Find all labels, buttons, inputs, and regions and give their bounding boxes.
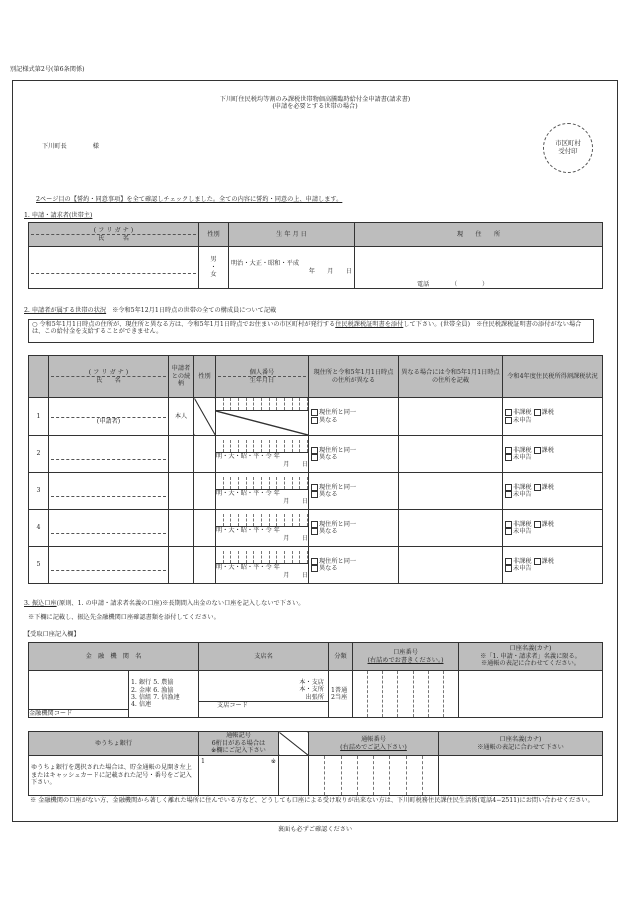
table-row: 5 明・大・昭・平・令 年 月 日 現住所と同一 異なる 非課税 課税 未申告 — [29, 547, 603, 584]
member-name-cell[interactable]: (申請者) — [49, 398, 169, 436]
table-row: 3 明・大・昭・平・令 年 月 日 現住所と同一 異なる 非課税 課税 未申告 — [29, 473, 603, 510]
title-line-1: 下川町住民税均等割のみ課税世帯物価高騰臨時給付金申請書(請求書) — [219, 96, 411, 103]
relation-cell: 本人 — [169, 398, 194, 436]
furigana-header: ( フ リ ガ ナ ) 氏 名 — [29, 223, 199, 247]
yucho-holder-header: 口座名義(カナ) ※通帳の表記に合わせて下さい — [439, 732, 603, 756]
yucho-header: ゆうちょ銀行 — [29, 732, 199, 756]
birth-header: 生 年 月 日 — [229, 223, 355, 247]
passbook-sym-cell[interactable]: 1 ※ — [199, 756, 279, 796]
branch-code-label: 支店コード — [199, 701, 328, 709]
section3-heading: 3. 振込口座(原則、1. の申請・請求者名義の口座)※長期間入出金のない口座を記入しないで下さい。 — [24, 600, 305, 607]
holder-header: 口座名義(カナ) ※「1. 申請・請求者」名義に限る。 ※通帳の表記に合わせてください。 — [459, 643, 603, 671]
type-header: 分類 — [329, 643, 353, 671]
bank-code-label: 金融機関コード — [29, 709, 128, 717]
gender-options[interactable]: 男 ・ 女 — [199, 247, 229, 289]
bank-name-header: 金 融 機 関 名 — [29, 643, 199, 671]
applicant-table — [28, 222, 603, 289]
tax-cert-notice: ○ 令和5年1月1日時点の住所が、現住所と異なる方は、令和5年1月1日時点でお住まいの市区町村が発行する住民税課税証明書を添付して下さい。(世帯全員) ※住民税課税証明書の添付がない場合は、この給付金を支給することができません。 — [28, 319, 594, 343]
id-birth-header: 個人番号 生年月日 — [216, 356, 309, 398]
yucho-note: ゆうちょ銀行を選択された場合は、貯金通帳の見開き左上またはキャッシュカードに記載された記号・番号をご記入下さい。 — [29, 756, 199, 796]
address-header: 現 住 所 — [355, 223, 603, 247]
address-cell[interactable]: 電話 （ ） — [355, 247, 603, 289]
form-id: 別記様式第2号(第6条関係) — [10, 66, 85, 73]
section3-note: ※下欄に記載し、振込先金融機関口座確認書類を添付してください。 — [28, 614, 220, 621]
addr-same-header: 現住所と令和5年1月1日時点の住所が異なる — [309, 356, 399, 398]
branch-cell[interactable]: 本・支店 本・支所 出張所 支店コード — [199, 671, 329, 718]
acct-no-cell[interactable] — [353, 671, 459, 718]
yucho-table — [28, 731, 603, 796]
addr-diff-header: 異なる場合には令和5年1月1日時点の住所を記載 — [399, 356, 503, 398]
addr-check-cell[interactable]: 現住所と同一 異なる — [309, 398, 399, 436]
bank-name-cell[interactable] — [29, 671, 129, 718]
passbook-no-cell[interactable] — [309, 756, 439, 796]
section2-heading: 2. 申請者が属する世帯の状況 ※令和5年12月1日時点の世帯の全ての構成員について記載 — [24, 307, 277, 314]
bank-account-table — [28, 642, 603, 718]
bank-type-options[interactable]: 1. 銀行 5. 農協 2. 金庫 6. 漁協 3. 信組 7. 信漁連 4. 信連 — [129, 671, 199, 718]
form-title — [150, 96, 480, 111]
acct-type-options[interactable]: 1普通 2当座 — [329, 671, 353, 718]
tax-status-header: 令和4年度住民税所得割課税状況 — [503, 356, 603, 398]
tax-check-cell[interactable]: 非課税 課税 未申告 — [503, 398, 603, 436]
title-line-2: (申請を必要とする世帯の場合) — [272, 103, 358, 111]
household-name-header: ( フ リ ガ ナ ) 氏 名 — [49, 356, 169, 398]
account-box-title: 【受取口座記入欄】 — [24, 631, 80, 638]
passbook-sym-header: 通帳記号 6桁目がある場合は ※欄にご記入下さい — [199, 732, 279, 756]
table-row: 1 (申請者) 本人 現住所と同一 異なる 非課税 課税 未申告 — [29, 398, 603, 436]
back-note: 裏面も必ずご確認ください — [277, 826, 353, 833]
addressee: 下川町長 様 — [42, 143, 99, 150]
holder-cell[interactable] — [459, 671, 603, 718]
acct-no-header: 口座番号 (右詰めでお書きください。) — [353, 643, 459, 671]
household-table — [28, 355, 603, 584]
section1-heading: 1. 申請・請求者(世帯主) — [24, 212, 93, 219]
passbook-no-header: 通帳番号 (右詰めでご記入下さい) — [309, 732, 439, 756]
table-row: 2 明・大・昭・平・令 年 月 日 現住所と同一 異なる 非課税 課税 未申告 — [29, 436, 603, 473]
relation-header: 申請者との続柄 — [169, 356, 194, 398]
applicant-name-cell[interactable] — [29, 247, 199, 289]
gender-header: 性別 — [199, 223, 229, 247]
branch-header: 支店名 — [199, 643, 329, 671]
household-gender-header: 性別 — [194, 356, 216, 398]
confirm-text: 2ページ目の【誓約・同意事項】を全て確認しチェックしました。全ての内容に誓約・同意の上、申請します。 — [36, 196, 343, 203]
yucho-holder-cell[interactable] — [439, 756, 603, 796]
birthdate-cell[interactable]: 明治・大正・昭和・平成 年 月 日 — [229, 247, 355, 289]
reception-stamp: 市区町村 受付印 — [543, 123, 593, 173]
table-row: 4 明・大・昭・平・令 年 月 日 現住所と同一 異なる 非課税 課税 未申告 — [29, 510, 603, 547]
footer-note: ※ 金融機関の口座がない方、金融機関から著しく離れた場所に住んでいる方など、どうしても口座による受け取りが出来ない方は、下川町税務住民課住民生活係(電話4−2511)にお問い合わせください。 — [30, 797, 594, 804]
